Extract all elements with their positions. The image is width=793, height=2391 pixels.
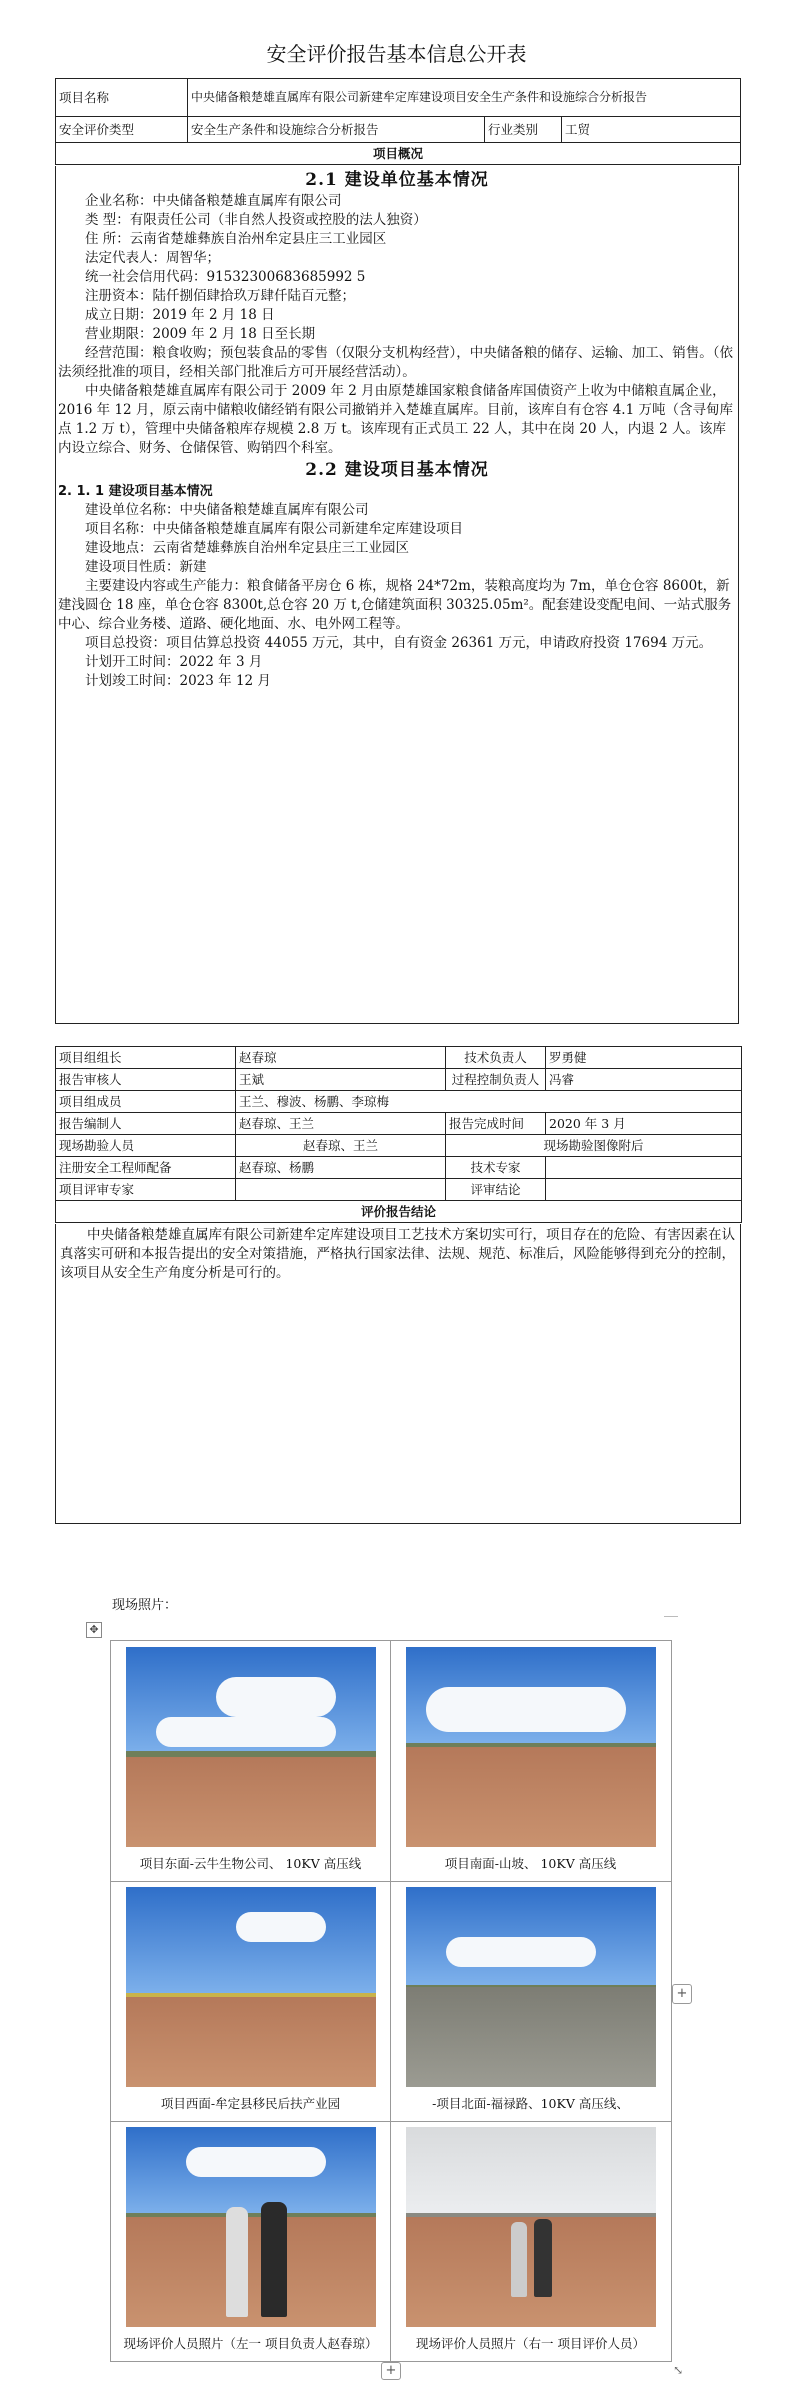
site-photo-south: [406, 1647, 656, 1847]
resize-handle-icon[interactable]: ⤡: [672, 2363, 684, 2377]
expert-value: [546, 1157, 742, 1179]
overview-section: [55, 166, 739, 1024]
s221-line: 建设单位名称：中央储备粮楚雄直属库有限公司: [85, 502, 369, 518]
s21-description: 中央储备粮楚雄直属库有限公司于 2009 年 2 月由原楚雄国家粮食储备库国债资产上收为中储粮直属企业，2016 年 12 月，原云南中储粮收储经销有限公司撤销并入楚雄直属库。目前，该库自有仓容 4.1 万吨（含寻甸库点 1.2 万 t），管理中央储备粮库存规模 2.8 万 t。该库现有正式员工 22 人，其中在岗 20 人，内退 2 人。该库内设立综合、财务、仓储保管、购销四个科室。: [58, 383, 733, 456]
photo-grid: [110, 1640, 672, 2362]
leader-value: 赵春琼: [236, 1047, 446, 1069]
s221-end: 计划竣工时间：2023 年 12 月: [85, 673, 271, 689]
conclusion-section: [55, 1224, 741, 1524]
s21-line: 营业期限：2009 年 2 月 18 日至长期: [85, 326, 316, 342]
members-label: 项目组成员: [56, 1091, 236, 1113]
process-lead-value: 冯睿: [546, 1069, 742, 1091]
eval-type-label: 安全评价类型: [56, 117, 188, 143]
overview-header: 项目概况: [56, 143, 741, 165]
engineer-label: 注册安全工程师配备: [56, 1157, 236, 1179]
s21-line: 法定代表人：周智华；: [85, 250, 220, 266]
photo-caption: -项目北面-福禄路、10KV 高压线、: [432, 2096, 629, 2111]
site-value: 赵春琼、王兰: [236, 1135, 446, 1157]
photo-caption: 项目南面-山坡、 10KV 高压线: [444, 1856, 617, 1871]
review-expert-value: [236, 1179, 446, 1201]
review-expert-label: 项目评审专家: [56, 1179, 236, 1201]
site-label: 现场勘验人员: [56, 1135, 236, 1157]
add-row-icon[interactable]: +: [381, 2362, 401, 2380]
review-result-value: [546, 1179, 742, 1201]
site-photo-evaluators-right: [406, 2127, 656, 2327]
s221-content: 主要建设内容或生产能力：粮食储备平房仓 6 栋，规格 24*72m，装粮高度均为 7m，单仓仓容 8600t，新建浅圆仓 18 座，单仓仓容 8300t,总仓容 20 万 t,仓储建筑面积 30325.05m²。配套建设变配电间、一站式服务中心、综合业务楼、道路、硬化地面、水、电外网工程等。: [58, 578, 732, 632]
process-lead-label: 过程控制负责人: [446, 1069, 546, 1091]
tech-lead-value: 罗勇健: [546, 1047, 742, 1069]
page-title: 安全评价报告基本信息公开表: [266, 42, 527, 66]
s21-line: 统一社会信用代码：91532300683685992 5: [85, 269, 366, 285]
writer-label: 报告编制人: [56, 1113, 236, 1135]
team-table: [55, 1046, 742, 1223]
section-2-1-title: 2.1 建设单位基本情况: [305, 170, 489, 190]
s21-line: 注册资本：陆仟捌佰肆拾玖万肆仟陆百元整；: [85, 288, 355, 304]
industry-label: 行业类别: [485, 117, 562, 143]
s221-line: 项目名称：中央储备粮楚雄直属库有限公司新建牟定库建设项目: [85, 521, 463, 537]
section-2-2-title: 2.2 建设项目基本情况: [305, 460, 489, 480]
photos-heading: 现场照片：: [112, 1598, 178, 1613]
s221-line: 建设地点：云南省楚雄彝族自治州牟定县庄三工业园区: [85, 540, 409, 556]
members-value: 王兰、穆波、杨鹏、李琼梅: [236, 1091, 742, 1113]
site-photo-north: [406, 1887, 656, 2087]
info-table: [55, 78, 741, 165]
expert-label: 技术专家: [446, 1157, 546, 1179]
s21-line: 类 型：有限责任公司（非自然人投资或控股的法人独资）: [85, 212, 427, 228]
date-label: 报告完成时间: [446, 1113, 546, 1135]
writer-value: 赵春琼、王兰: [236, 1113, 446, 1135]
s221-start: 计划开工时间：2022 年 3 月: [85, 654, 263, 670]
site-photo-evaluators-left: [126, 2127, 376, 2327]
s21-line: 成立日期：2019 年 2 月 18 日: [85, 307, 275, 323]
s21-scope: 经营范围：粮食收购；预包装食品的零售（仅限分支机构经营），中央储备粮的储存、运输、加工、销售。（依法须经批准的项目，经相关部门批准后方可开展经营活动）。: [58, 345, 733, 380]
project-name-label: 项目名称: [56, 79, 188, 117]
s221-investment: 项目总投资：项目估算总投资 44055 万元，其中，自有资金 26361 万元，申请政府投资 17694 万元。: [85, 635, 713, 651]
conclusion-header: 评价报告结论: [56, 1201, 742, 1223]
review-result-label: 评审结论: [446, 1179, 546, 1201]
s221-line: 建设项目性质：新建: [85, 559, 207, 575]
engineer-value: 赵春琼、杨鹏: [236, 1157, 446, 1179]
leader-label: 项目组组长: [56, 1047, 236, 1069]
photo-caption: 现场评价人员照片（右一 项目评价人员）: [416, 2336, 645, 2351]
photo-caption: 项目西面-牟定县移民后扶产业园: [160, 2096, 341, 2111]
reviewer-value: 王斌: [236, 1069, 446, 1091]
page-corner-mark: [664, 1616, 678, 1617]
section-2-1-1-title: 2. 1. 1 建设项目基本情况: [58, 484, 213, 499]
eval-type-value: 安全生产条件和设施综合分析报告: [188, 117, 485, 143]
site-photo-west: [126, 1887, 376, 2087]
tech-lead-label: 技术负责人: [446, 1047, 546, 1069]
site-photo-east: [126, 1647, 376, 1847]
site-photo-note: 现场勘验图像附后: [446, 1135, 742, 1157]
project-name-value: 中央储备粮楚雄直属库有限公司新建牟定库建设项目安全生产条件和设施综合分析报告: [188, 79, 741, 117]
photo-caption: 现场评价人员照片（左一 项目负责人赵春琼）: [123, 2336, 378, 2351]
s21-line: 企业名称：中央储备粮楚雄直属库有限公司: [85, 193, 342, 209]
s21-line: 住 所：云南省楚雄彝族自治州牟定县庄三工业园区: [85, 231, 387, 247]
table-move-handle-icon[interactable]: ✥: [86, 1622, 102, 1638]
industry-value: 工贸: [562, 117, 741, 143]
photo-caption: 项目东面-云牛生物公司、 10KV 高压线: [139, 1856, 362, 1871]
reviewer-label: 报告审核人: [56, 1069, 236, 1091]
conclusion-text: 中央储备粮楚雄直属库有限公司新建牟定库建设项目工艺技术方案切实可行，项目存在的危险、有害因素在认真落实可研和本报告提出的安全对策措施，严格执行国家法律、法规、规范、标准后，风险能够得到充分的控制，该项目从安全生产角度分析是可行的。: [60, 1227, 735, 1281]
date-value: 2020 年 3 月: [546, 1113, 742, 1135]
add-column-icon[interactable]: +: [672, 1984, 692, 2004]
